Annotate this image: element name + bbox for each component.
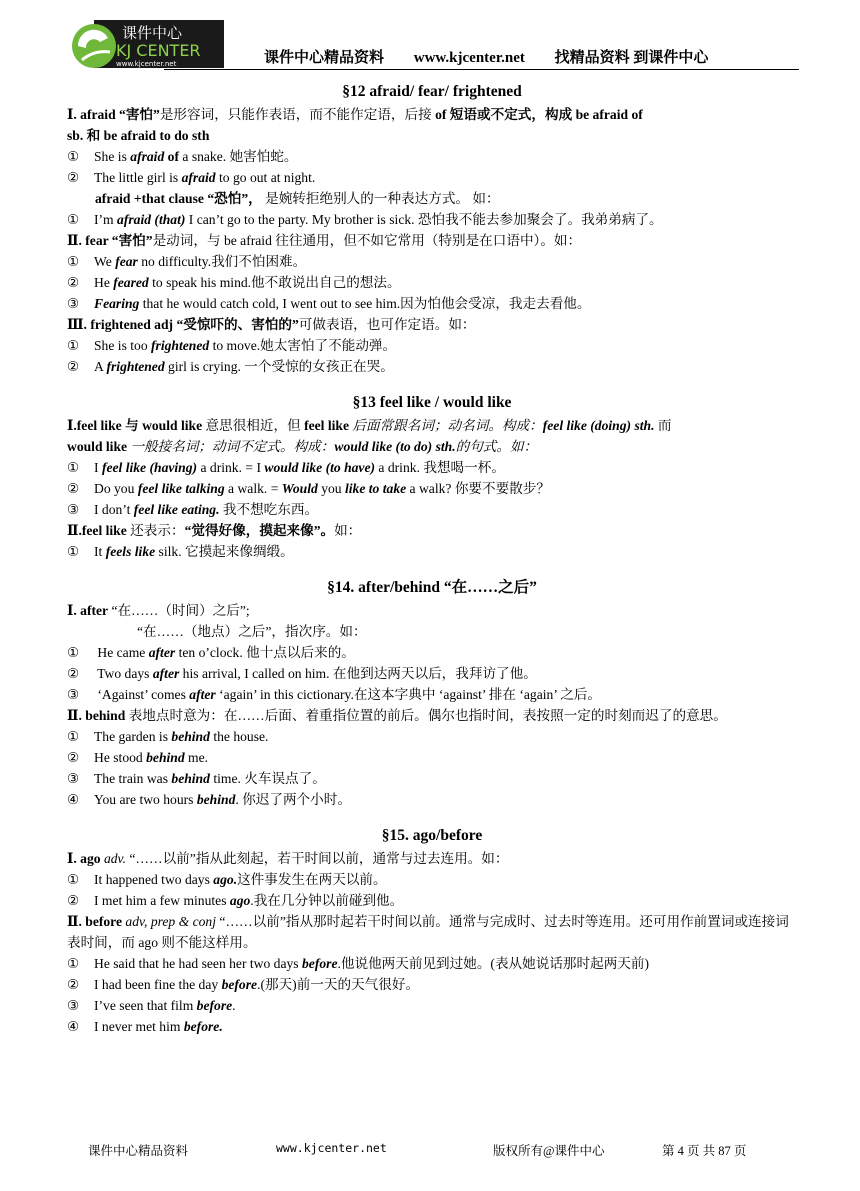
- list-item: ① The garden is behind the house.: [67, 729, 269, 744]
- s15-para-2: Ⅱ. before adv, prep & conj “……以前”指从那时起若干时间以前。通常与完成时、过去时等连用。还可用作前置词或连接词表时间，而 ago 则不能这样用。: [67, 914, 789, 950]
- list-item: ③ Fearing that he would catch cold, I went out to see him.因为怕他会受凉，我走去看他。: [67, 296, 591, 311]
- footer-page-number: 第 4 页 共 87 页: [662, 1144, 747, 1158]
- s12-para-1: Ⅰ. afraid “害怕”是形容词，只能作表语，而不能作定语，后接 of 短语或不定式，构成 be afraid of: [67, 107, 643, 122]
- list-item: ③ I’ve seen that film before.: [67, 998, 236, 1013]
- header-links: [264, 46, 734, 67]
- footer-copyright: 版权所有@课件中心: [493, 1144, 605, 1158]
- logo-url-text: www.kjcenter.net: [116, 60, 177, 68]
- list-item: ③ The train was behind time. 火车误点了。: [67, 771, 326, 786]
- section-14-title: §14. after/behind “在……之后”: [327, 579, 537, 596]
- section-12-title: §12 afraid/ fear/ frightened: [342, 83, 522, 100]
- header-item-3: 找精品资料 到课件中心: [554, 50, 709, 66]
- document-body: [67, 80, 797, 1037]
- s14-para-2: Ⅱ. behind 表地点时意为：在……后面、着重指位置的前后。偶尔也指时间，表按照一定的时刻而迟了的意思。: [67, 708, 727, 723]
- list-item: ① We fear no difficulty.我们不怕困难。: [67, 254, 307, 269]
- list-item: ① I’m afraid (that) I can’t go to the party. My brother is sick. 恐怕我不能去参加聚会了。我弟弟病了。: [67, 212, 663, 227]
- s14-para-1: Ⅰ. after “在……（时间）之后”;: [67, 603, 250, 618]
- list-item: ② Two days after his arrival, I called on him. 在他到达两天以后，我拜访了他。: [67, 666, 537, 681]
- list-item: ① It happened two days ago.这件事发生在两天以前。: [67, 872, 387, 887]
- list-item: ② Do you feel like talking a walk. = Would you like to take a walk? 你要不要散步？: [67, 481, 550, 496]
- footer-left: 课件中心精品资料: [88, 1144, 189, 1158]
- s12-para-3: Ⅱ. fear “害怕”是动词，与 be afraid 往往通用，但不如它常用（特别是在口语中）。如：: [67, 233, 582, 248]
- s14-para-1b: “在……（地点）之后”，指次序。如：: [137, 624, 367, 639]
- list-item: ② A frightened girl is crying. 一个受惊的女孩正在哭。: [67, 359, 394, 374]
- kjcenter-logo: [64, 20, 224, 70]
- list-item: ④ I never met him before.: [67, 1019, 223, 1034]
- list-item: ① She is afraid of a snake. 她害怕蛇。: [67, 149, 298, 164]
- section-15-title: §15. ago/before: [381, 827, 483, 844]
- list-item: ③ I don’t feel like eating. 我不想吃东西。: [67, 502, 319, 517]
- footer-url[interactable]: www.kjcenter.net: [276, 1141, 387, 1155]
- list-item: ① He came after ten o’clock. 他十点以后来的。: [67, 645, 355, 660]
- list-item: ② The little girl is afraid to go out at night.: [67, 170, 316, 185]
- s12-para-2: afraid +that clause “恐怕”， 是婉转拒绝别人的一种表达方式。 如：: [95, 191, 500, 206]
- header-rule: [164, 69, 799, 70]
- list-item: ④ You are two hours behind. 你迟了两个小时。: [67, 792, 351, 807]
- s12-para-1b: sb. 和 be afraid to do sth: [67, 128, 210, 143]
- section-13-title: §13 feel like / would like: [352, 394, 512, 411]
- s12-para-4: Ⅲ. frightened adj “受惊吓的、害怕的”可做表语，也可作定语。如：: [67, 317, 476, 332]
- list-item: ② I had been fine the day before.(那天)前一天的天气很好。: [67, 977, 420, 992]
- logo-en-text: KJ CENTER: [116, 41, 201, 60]
- list-item: ① He said that he had seen her two days before.他说他两天前见到过她。(表从她说话那时起两天前): [67, 956, 649, 971]
- list-item: ② He feared to speak his mind.他不敢说出自己的想法。: [67, 275, 401, 290]
- s13-para-1: Ⅰ.feel like 与 would like 意思很相近，但 feel like 后面常跟名词；动名词。构成：feel like (doing) sth. 而 would like 一般接名词；动词不定式。构成：would like (to do) sth.的句式。如：: [67, 418, 672, 454]
- s15-para-1: Ⅰ. ago adv. “……以前”指从此刻起，若干时间以前，通常与过去连用。如：: [67, 851, 509, 866]
- list-item: ② He stood behind me.: [67, 750, 209, 765]
- header-item-1: 课件中心精品资料: [264, 50, 385, 66]
- page-header: [64, 20, 799, 72]
- s13-para-2: Ⅱ.feel like 还表示：“觉得好像，摸起来像”。如：: [67, 523, 362, 538]
- list-item: ① It feels like silk. 它摸起来像绸缎。: [67, 544, 294, 559]
- list-item: ① I feel like (having) a drink. = I would like (to have) a drink. 我想喝一杯。: [67, 460, 505, 475]
- list-item: ① She is too frightened to move.她太害怕了不能动弹。: [67, 338, 397, 353]
- header-item-2[interactable]: www.kjcenter.net: [413, 50, 525, 66]
- list-item: ② I met him a few minutes ago.我在几分钟以前碰到他。: [67, 893, 404, 908]
- list-item: ③ ‘Against’ comes after ‘again’ in this cictionary.在这本字典中 ‘against’ 排在 ‘again’ 之后。: [67, 687, 602, 702]
- logo-cn-text: 课件中心: [122, 24, 183, 42]
